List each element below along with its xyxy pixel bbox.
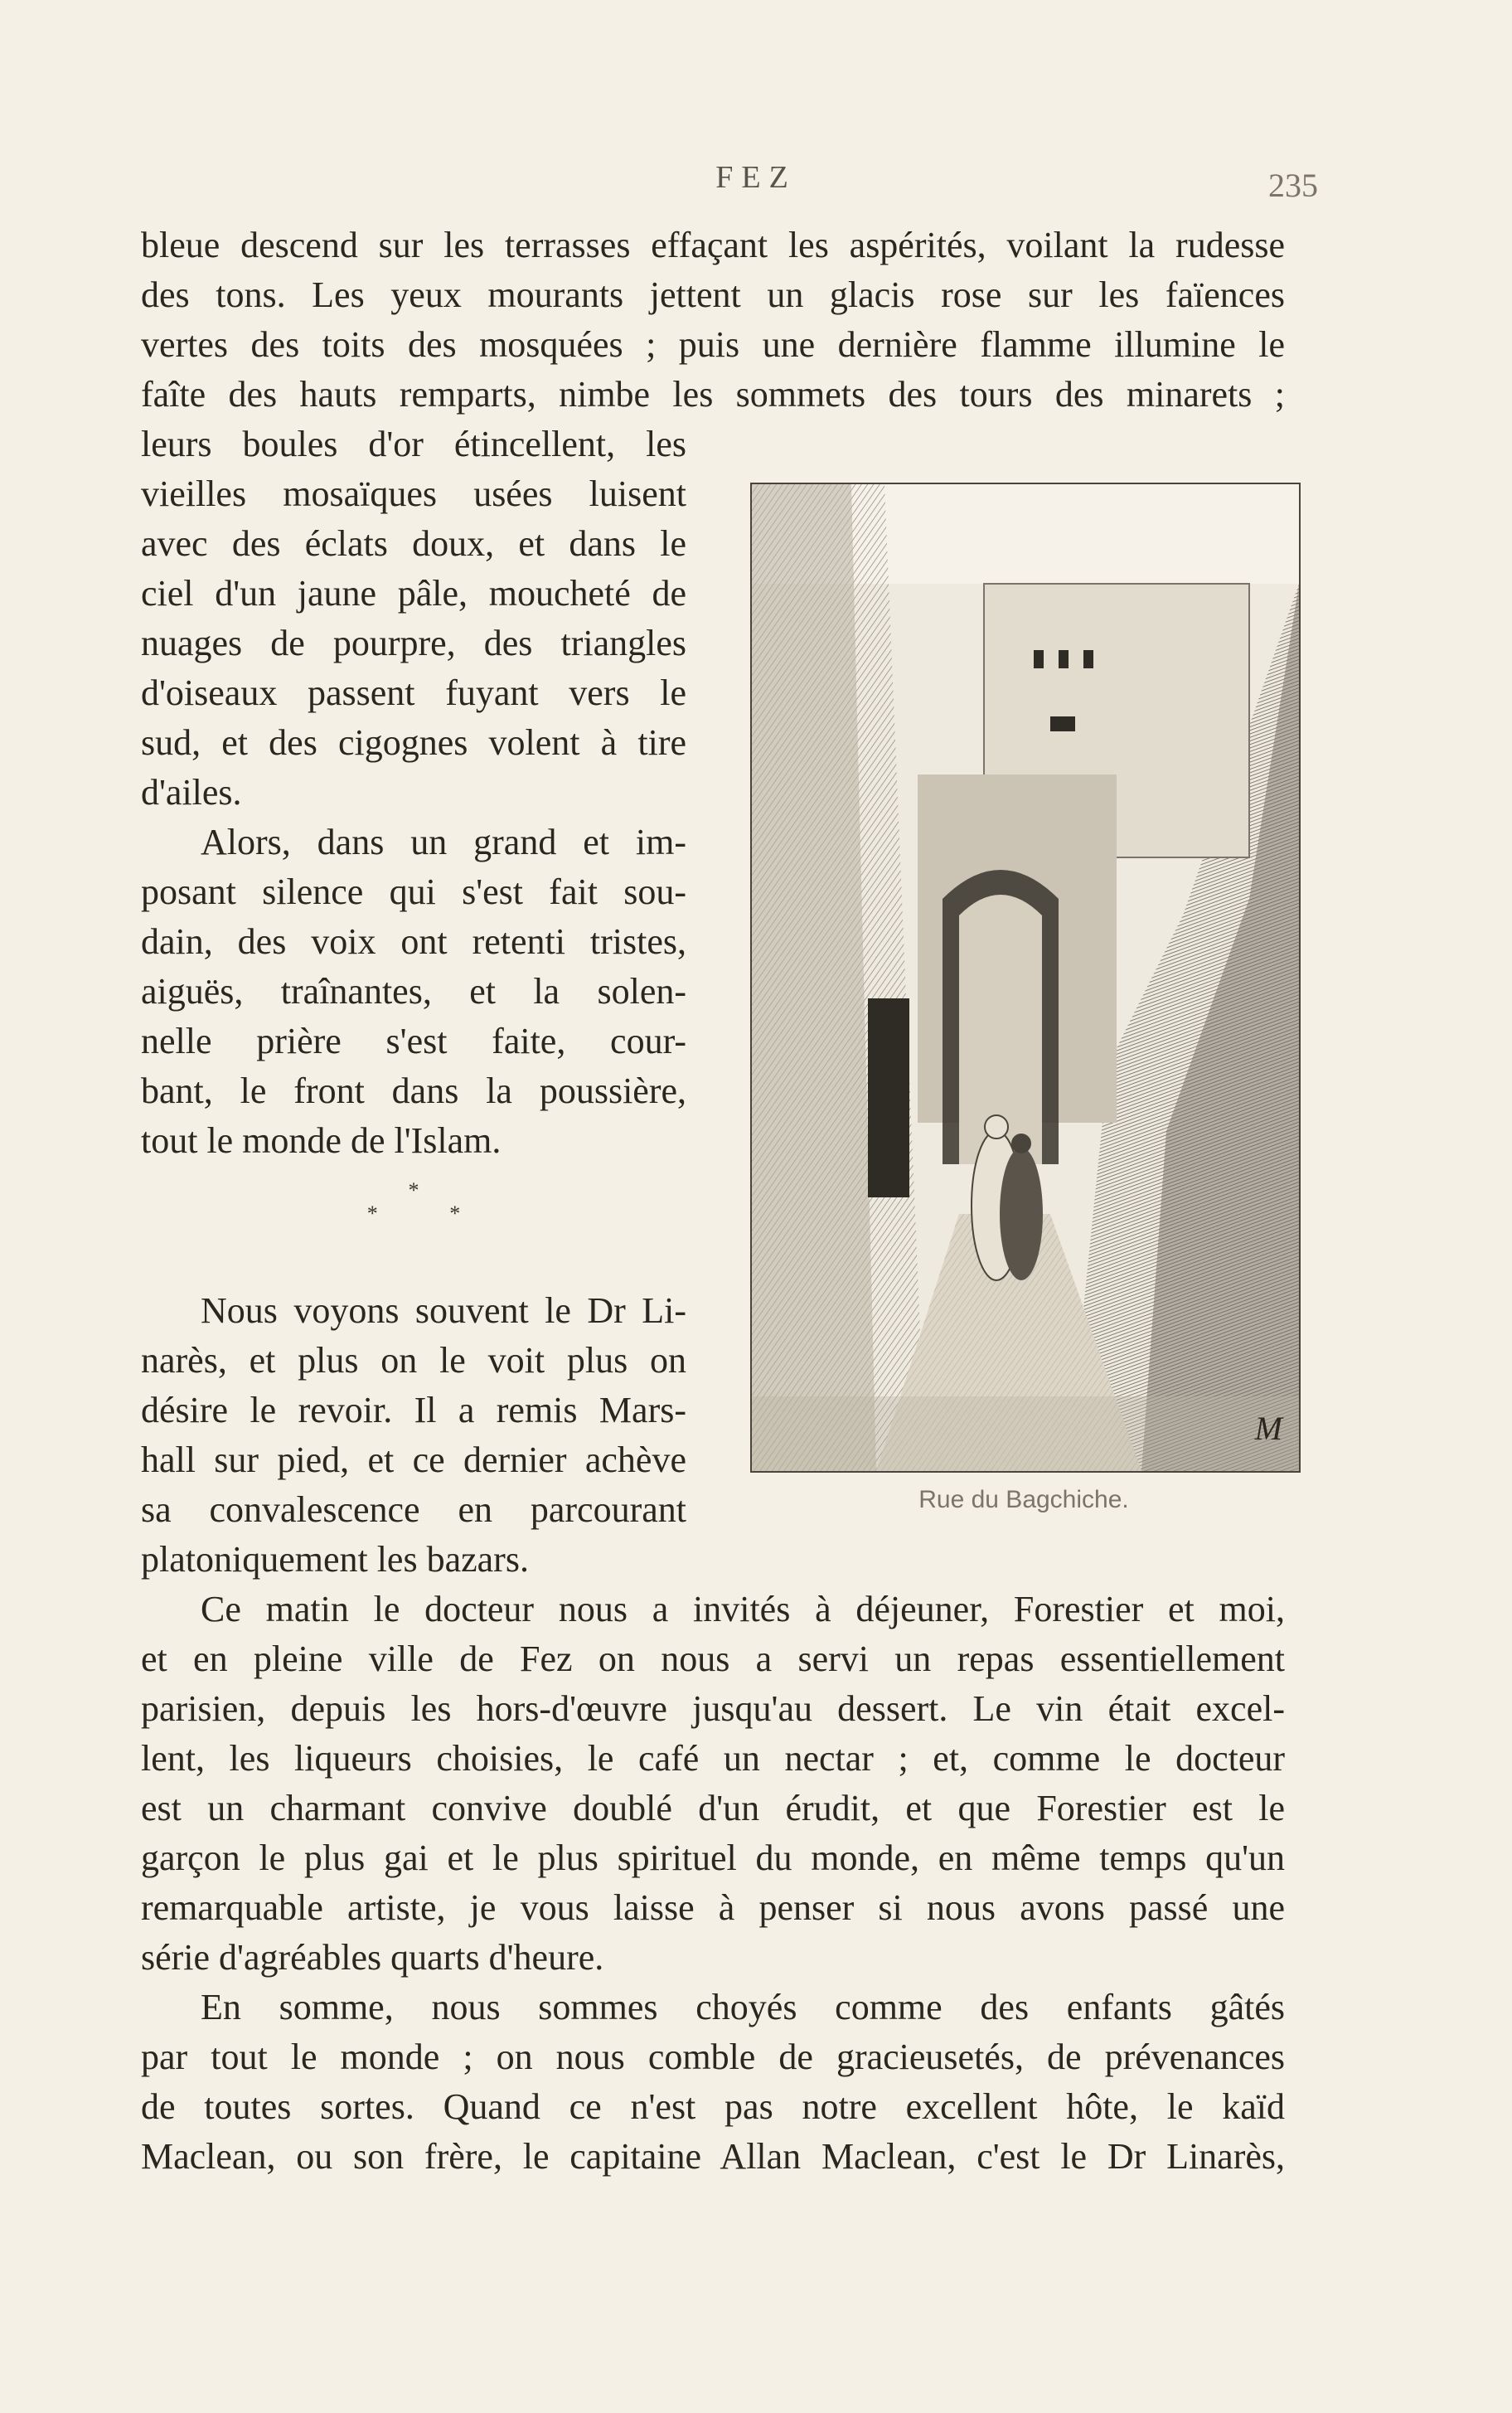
text-line: tout le monde de l'Islam. — [141, 1120, 502, 1161]
section-separator — [141, 1179, 686, 1226]
text-line: En somme, nous sommes choyés comme des enfants gâtés — [201, 1987, 1285, 2027]
text-line: remarquable artiste, je vous laisse à penser si nous avons passé une — [141, 1887, 1285, 1928]
page-number: 235 — [1268, 167, 1318, 204]
separator-stars-bottom: * * — [366, 1202, 494, 1226]
text-line: sa convalescence en parcourant — [141, 1489, 686, 1530]
text-line: garçon le plus gai et le plus spirituel du monde, en même temps qu'un — [141, 1838, 1285, 1878]
text-line: parisien, depuis les hors-d'œuvre jusqu'au dessert. Le vin était excel- — [141, 1688, 1285, 1729]
text-line: ciel d'un jaune pâle, moucheté de — [141, 573, 686, 614]
text-line: vertes des toits des mosquées ; puis une dernière flamme illumine le — [141, 324, 1285, 365]
street-illustration — [750, 483, 1301, 1473]
separator-star-top: * — [408, 1178, 419, 1202]
text-line: nuages de pourpre, des triangles — [141, 623, 686, 663]
text-line: leurs boules d'or étincellent, les — [141, 424, 686, 464]
text-line: par tout le monde ; on nous comble de gracieusetés, de prévenances — [141, 2037, 1285, 2077]
text-line: platoniquement les bazars. — [141, 1539, 529, 1580]
text-line: Ce matin le docteur nous a invités à déjeuner, Forestier et moi, — [201, 1589, 1285, 1629]
text-line: des tons. Les yeux mourants jettent un glacis rose sur les faïences — [141, 274, 1285, 315]
text-line: nelle prière s'est faite, cour- — [141, 1021, 686, 1061]
text-line: d'ailes. — [141, 772, 242, 813]
figure-caption: Rue du Bagchiche. — [918, 1486, 1129, 1513]
text-line: bleue descend sur les terrasses effaçant les aspérités, voilant la rudesse — [141, 225, 1285, 265]
text-line: avec des éclats doux, et dans le — [141, 523, 686, 564]
running-head: FEZ — [715, 160, 797, 195]
text-line: de toutes sortes. Quand ce n'est pas notre excellent hôte, le kaïd — [141, 2086, 1285, 2127]
text-line: et en pleine ville de Fez on nous a servi un repas essentiellement — [141, 1639, 1285, 1679]
text-line: Alors, dans un grand et im- — [201, 822, 686, 862]
text-line: lent, les liqueurs choisies, le café un nectar ; et, comme le docteur — [141, 1738, 1285, 1779]
text-line: hall sur pied, et ce dernier achève — [141, 1440, 686, 1480]
street-engraving — [752, 484, 1299, 1471]
text-line: série d'agréables quarts d'heure. — [141, 1937, 604, 1978]
text-line: est un charmant convive doublé d'un érudit, et que Forestier est le — [141, 1788, 1285, 1828]
text-line: Maclean, ou son frère, le capitaine Allan Maclean, c'est le Dr Linarès, — [141, 2136, 1285, 2177]
artist-signature: M — [1254, 1410, 1282, 1447]
text-line: narès, et plus on le voit plus on — [141, 1340, 686, 1381]
text-line: sud, et des cigognes volent à tire — [141, 722, 686, 763]
text-line: aiguës, traînantes, et la solen- — [141, 971, 686, 1012]
text-line: Nous voyons souvent le Dr Li- — [201, 1290, 686, 1331]
text-line: faîte des hauts remparts, nimbe les sommets des tours des minarets ; — [141, 374, 1285, 415]
text-line: dain, des voix ont retenti tristes, — [141, 921, 686, 962]
text-line: posant silence qui s'est fait sou- — [141, 871, 686, 912]
text-line: bant, le front dans la poussière, — [141, 1071, 686, 1111]
text-line: d'oiseaux passent fuyant vers le — [141, 672, 686, 713]
text-line: désire le revoir. Il a remis Mars- — [141, 1390, 686, 1430]
text-line: vieilles mosaïques usées luisent — [141, 473, 686, 514]
